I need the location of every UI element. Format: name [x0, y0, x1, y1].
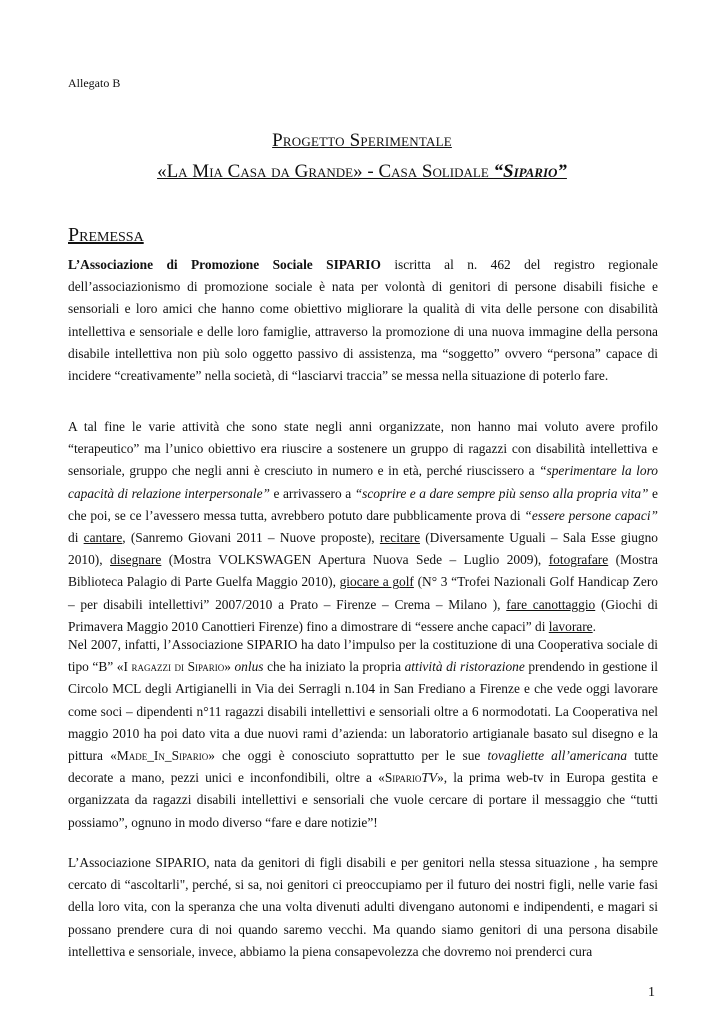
activity-canottaggio: fare canottaggio [506, 596, 596, 612]
p3-italic: onlus [234, 659, 264, 675]
paragraph-1-text: iscritta al n. 462 del registro regionale dell’associazionismo di promozione sociale è nata per volontà di genitori di persone disabili fisiche e sensoriali e loro amici che hanno come obiettivo migliorare la qualità di vita delle persone con disabilità intellettiva e sensoriale e delle loro famiglie, attraverso la promozione di una nuova immagine della persona disabile intellettiva non più solo oggetto passivo di assistenza, ma “soggetto” ovvero “persona” capace di incidere “creativamente” nella società, di “lasciarvi traccia” se messa nella situazione di poterlo fare. [68, 257, 658, 384]
webtv-name: Sipario [384, 770, 422, 786]
document-title: Progetto Sperimentale [272, 130, 452, 151]
section-heading: Premessa [68, 224, 144, 246]
p3-italic: attività di ristorazione [404, 659, 525, 675]
activity-fotografare: fotografare [548, 552, 609, 568]
page-number: 1 [648, 985, 655, 1000]
p2-text: (Mostra VOLKSWAGEN Apertura Nuova Sede – Luglio 2009), [161, 552, 549, 568]
p2-text: (Giochi di Primavera Maggio 2010 Canottieri Firenze) fino a dimostrare di “essere anche capaci” di [68, 596, 658, 634]
activity-golf: giocare a golf [339, 574, 414, 590]
p2-text: (Mostra Biblioteca Palagio di Parte Guelfa Maggio 2010), [68, 552, 658, 590]
p2-text: , (Sanremo Giovani 2011 – Nuove proposte), [122, 530, 380, 546]
webtv-suffix: TV [421, 770, 438, 786]
activity-lavorare: lavorare [548, 618, 593, 634]
paragraph-3 [68, 634, 658, 834]
p2-text: e che poi, se ce l’avessero messa tutta, avrebbero potuto dare pubblicamente prova di [68, 485, 658, 523]
association-name: L’Associazione di Promozione Sociale SIPARIO [68, 257, 381, 272]
p3-text: tutte decorate a mano, pezzi unici e inconfondibili, oltre a « [68, 748, 659, 786]
p2-text: di [68, 530, 84, 546]
p3-text: » [224, 659, 235, 675]
p3-text: Nel 2007, infatti, l’Associazione SIPARIO ha dato l’impulso per la costituzione di una Cooperativa sociale di tipo “B” « [68, 637, 658, 675]
p3-text: che ha iniziato la propria [263, 659, 405, 675]
p3-italic: tovagliette all’americana [487, 748, 628, 764]
p2-text: (N° 3 “Trofei Nazionali Golf Handicap Zero – per disabili intellettivi” 2007/2010 a Prato – Firenze – Crema – Milano ), [68, 574, 658, 612]
paragraph-1 [68, 254, 658, 387]
p2-text: (Diversamente Uguali – Sala Esse giugno 2010), [68, 530, 659, 568]
p3-text: prendendo in gestione il Circolo MCL degli Artigianelli in Via dei Serragli n.104 in San Frediano a Firenze e che vede oggi lavorare come soci – dipendenti n°11 ragazzi disabili intellettivi e sensoriali oltre a 6 normodotati. La Cooperativa nel maggio 2010 ha poi dato vita a due nuovi rami d’azienda: un laboratorio artigianale basato sul disegno e la pittura « [68, 659, 659, 764]
lab-name: Made_In_Sipario [116, 748, 209, 764]
cooperative-name: I ragazzi di Sipario [123, 659, 225, 675]
p3-text: » che oggi è conosciuto soprattutto per le sue [208, 748, 488, 764]
p2-quote: “essere persone capaci” [524, 507, 658, 523]
p2-text: e arrivassero a [269, 485, 355, 501]
p2-quote: “sperimentare la loro capacità di relazione interpersonale” [68, 463, 658, 501]
document-subtitle [0, 161, 724, 183]
p2-text: . [592, 618, 596, 634]
paragraph-2 [68, 416, 658, 638]
paragraph-4: L’Associazione SIPARIO, nata da genitori di figli disabili e per genitori nella stessa situazione , ha sempre cercato di “ascoltarli", perché, si sa, noi genitori ci preoccupiamo per il futuro dei nostri figli, nelle varie fasi della loro vita, con la speranza che una volta divenuti adulti divengano autonomi e indipendenti, e magari si possano prendere cura di noi quando saremo vecchi. Ma quando siamo genitori di una persona disabile intellettiva e sensoriale, invece, abbiamo la piena consapevolezza che dovremo noi prenderci cura [68, 855, 658, 959]
p2-quote: “scoprire e a dare sempre più senso alla propria vita” [354, 485, 649, 501]
subtitle-main: «La Mia Casa da Grande» - Casa Solidale [157, 161, 494, 182]
p3-text: », la prima web-tv in Europa gestita e organizzata da ragazzi disabili intellettivi e sensoriali che vuole cercare di portare il messaggio che “tutti possiamo”, ognuno in modo diverso “fare e dare notizie”! [68, 770, 659, 830]
activity-disegnare: disegnare [110, 552, 162, 568]
activity-recitare: recitare [379, 530, 421, 546]
activity-cantare: cantare [83, 530, 123, 546]
annex-label: Allegato B [68, 76, 121, 90]
subtitle-sipario: “Sipario” [493, 161, 567, 182]
p2-text: A tal fine le varie attività che sono state negli anni organizzate, non hanno mai voluto avere profilo “terapeutico” ma l’unico obiettivo era riuscire a sostenere un gruppo di ragazzi con disabilità intellettiva e sensoriale, gruppo che negli anni è cresciuto in numero e in età, perché riuscissero a [68, 419, 658, 479]
